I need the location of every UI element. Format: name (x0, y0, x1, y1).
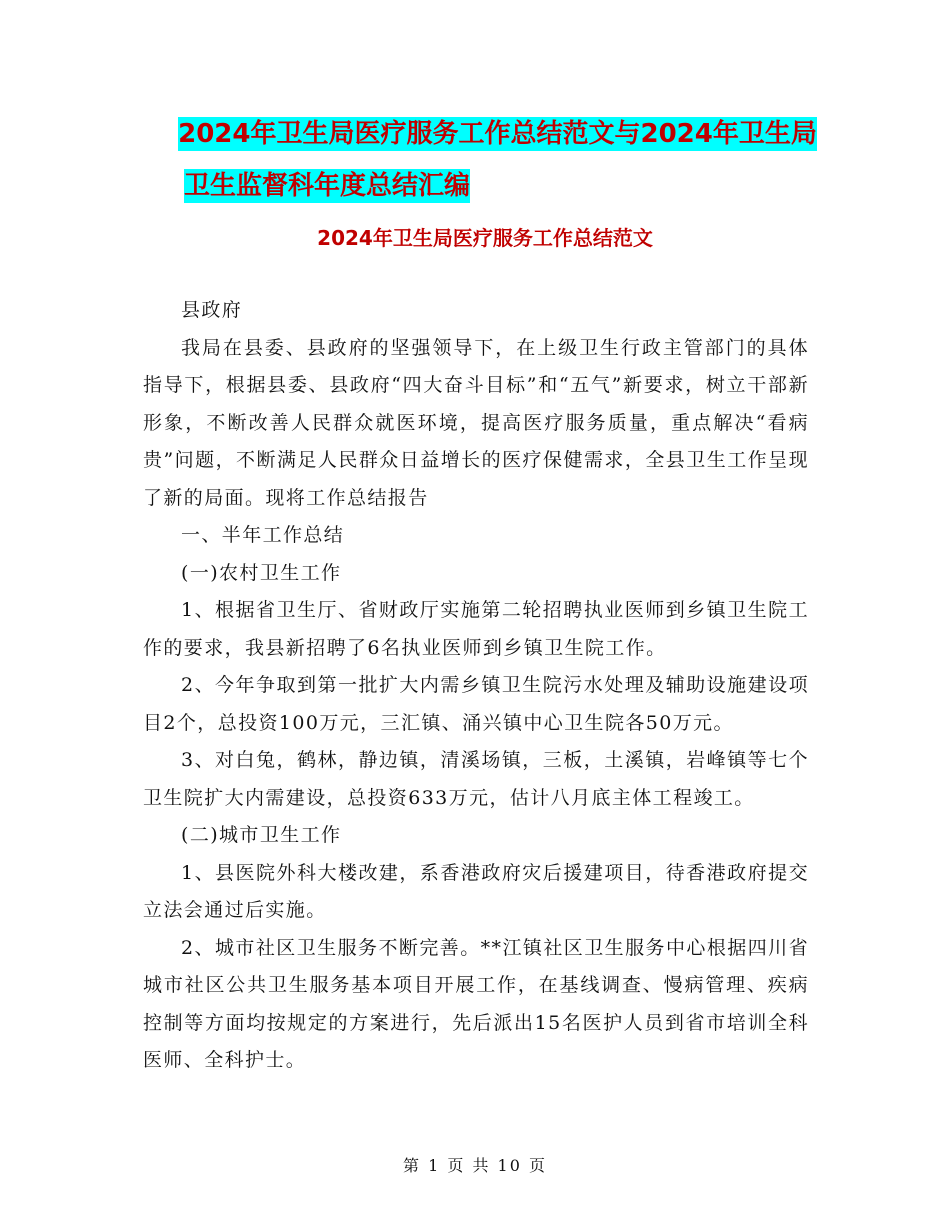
document-body (143, 292, 809, 1080)
paragraph-intro: 我局在县委、县政府的坚强领导下，在上级卫生行政主管部门的具体指导下，根据县委、县政府“四大奋斗目标”和“五气”新要求，树立干部新形象，不断改善人民群众就医环境，提高医疗服务质量，重点解决“看病贵”问题，不断满足人民群众日益增长的医疗保健需求，全县卫生工作呈现了新的局面。现将工作总结报告 (143, 336, 809, 509)
paragraph-urban-2: 2、城市社区卫生服务不断完善。**江镇社区卫生服务中心根据四川省城市社区公共卫生服务基本项目开展工作，在基线调查、慢病管理、疾病控制等方面均按规定的方案进行，先后派出15名医护人员到省市培训全科医师、全科护士。 (143, 936, 809, 1071)
title-line-2: 卫生监督科年度总结汇编 (184, 171, 471, 201)
paragraph-addressee: 县政府 (181, 299, 243, 321)
heading-half-year-summary: 一、半年工作总结 (181, 524, 345, 546)
paragraph-rural-1: 1、根据省卫生厅、省财政厅实施第二轮招聘执业医师到乡镇卫生院工作的要求，我县新招聘了6名执业医师到乡镇卫生院工作。 (143, 599, 809, 659)
section-title: 2024年卫生局医疗服务工作总结范文 (317, 226, 653, 250)
paragraph-rural-2: 2、今年争取到第一批扩大内需乡镇卫生院污水处理及辅助设施建设项目2个，总投资100万元，三汇镇、涌兴镇中心卫生院各50万元。 (143, 674, 809, 734)
document-title (0, 108, 950, 212)
heading-urban-health: (二)城市卫生工作 (181, 824, 342, 846)
paragraph-urban-1: 1、县医院外科大楼改建，系香港政府灾后援建项目，待香港政府提交立法会通过后实施。 (143, 861, 809, 921)
title-line-1: 2024年卫生局医疗服务工作总结范文与2024年卫生局 (178, 119, 817, 149)
paragraph-rural-3: 3、对白兔，鹤林，静边镇，清溪场镇，三板，土溪镇，岩峰镇等七个卫生院扩大内需建设，总投资633万元，估计八月底主体工程竣工。 (143, 749, 809, 809)
page-footer: 第 1 页 共 10 页 (403, 1156, 547, 1175)
heading-rural-health: (一)农村卫生工作 (181, 561, 342, 584)
